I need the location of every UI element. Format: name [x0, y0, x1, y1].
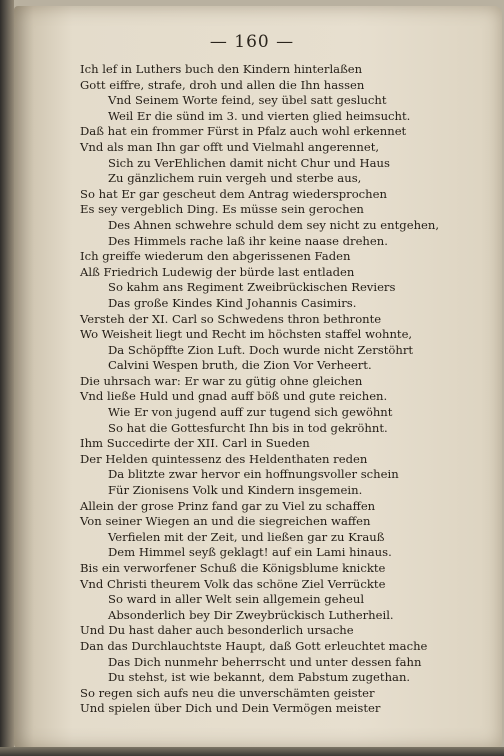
poem-line: Da Schöpffte Zion Luft. Doch wurde nicht Zerstöhrt [108, 342, 414, 357]
poem-line: Bis ein verworfener Schuß die Königsblume knickte [80, 561, 386, 575]
poem-line: Verfielen mit der Zeit, und ließen gar zu Krauß [108, 529, 385, 544]
poem-line: Sich zu VerEhlichen damit nicht Chur und Haus [108, 155, 390, 170]
poem-line: So hat Er gar gescheut dem Antrag wiedersprochen [80, 186, 387, 201]
poem-line: Absonderlich bey Dir Zweybrückisch Lutherheil. [108, 607, 394, 622]
poem-line: Allein der grose Prinz fand gar zu Viel zu schaffen [80, 498, 376, 513]
book-spine [0, 0, 14, 756]
poem-line: Von seiner Wiegen an und die siegreichen waffen [80, 514, 371, 529]
poem-line: Ich greiffe wiederum den abgerissenen Faden [80, 249, 351, 264]
poem-line: Für Zionisens Volk und Kindern insgemein. [108, 483, 363, 498]
poem-line: Wie Er von jugend auff zur tugend sich gewöhnt [108, 405, 393, 420]
poem-line: Das Dich nunmehr beherrscht und unter dessen fahn [108, 654, 422, 669]
poem-line: Dem Himmel seyß geklagt! auf ein Lami hinaus. [108, 545, 392, 560]
poem-line: Alß Friedrich Ludewig der bürde last entladen [80, 264, 355, 279]
poem-line: Die uhrsach war: Er war zu gütig ohne gleichen [80, 373, 363, 388]
poem-line: Ich lef in Luthers buch den Kindern hinterlaßen [80, 62, 363, 76]
poem-line: Des Himmels rache laß ihr keine naase drehen. [108, 233, 388, 248]
poem-line: Ihm Succedirte der XII. Carl in Sueden [80, 436, 310, 451]
poem-line: Und spielen über Dich und Dein Vermögen meister [80, 701, 381, 716]
poem-line: Da blitzte zwar hervor ein hoffnungsvoller schein [108, 467, 399, 482]
poem-line: Du stehst, ist wie bekannt, dem Pabstum zugethan. [108, 670, 411, 685]
poem-line: Wo Weisheit liegt und Recht im höchsten staffel wohnte, [80, 327, 413, 342]
poem-line: Calvini Wespen bruth, die Zion Vor Verheert. [108, 358, 372, 373]
poem-line: Daß hat ein frommer Fürst in Pfalz auch wohl erkennet [80, 124, 407, 139]
poem-line: Dan das Durchlauchtste Haupt, daß Gott erleuchtet mache [80, 638, 428, 653]
poem-line: Des Ahnen schwehre schuld dem sey nicht zu entgehen, [108, 217, 440, 232]
poem-line: Und Du hast daher auch besonderlich ursache [80, 623, 354, 638]
poem-line: So ward in aller Welt sein allgemein geheul [108, 592, 365, 607]
poem-line: Gott eiffre, strafe, droh und allen die Ihn hassen [80, 77, 365, 92]
poem-line: Es sey vergeblich Ding. Es müsse sein gerochen [80, 202, 364, 217]
poem-line: Das große Kindes Kind Johannis Casimirs. [108, 295, 357, 310]
scan-bottom-edge [0, 747, 504, 756]
poem-line: Vnd Christi theurem Volk das schöne Ziel Verrückte [80, 576, 386, 591]
poem-line: Vnd als man Ihn gar offt und Vielmahl angerennet, [80, 139, 380, 154]
poem-line: So hat die Gottesfurcht Ihn bis in tod gekröhnt. [108, 420, 388, 435]
poem-line: Versteh der XI. Carl so Schwedens thron bethronte [80, 311, 382, 326]
poem-line: Vnd ließe Huld und gnad auff böß und gute reichen. [80, 389, 388, 404]
poem-line: Zu gänzlichem ruin vergeh und sterbe aus, [108, 171, 362, 186]
page-number: — 160 — [209, 32, 295, 52]
poem-text-block [80, 62, 500, 717]
poem-line: Der Helden quintessenz des Heldenthaten reden [80, 451, 368, 466]
poem-line: So kahm ans Regiment Zweibrückischen Reviers [108, 280, 396, 295]
poem-line: So regen sich aufs neu die unverschämten geister [80, 685, 375, 700]
poem-line: Weil Er die sünd im 3. und vierten glied heimsucht. [108, 108, 411, 123]
poem-line: Vnd Seinem Worte feind, sey übel satt geslucht [108, 93, 387, 108]
